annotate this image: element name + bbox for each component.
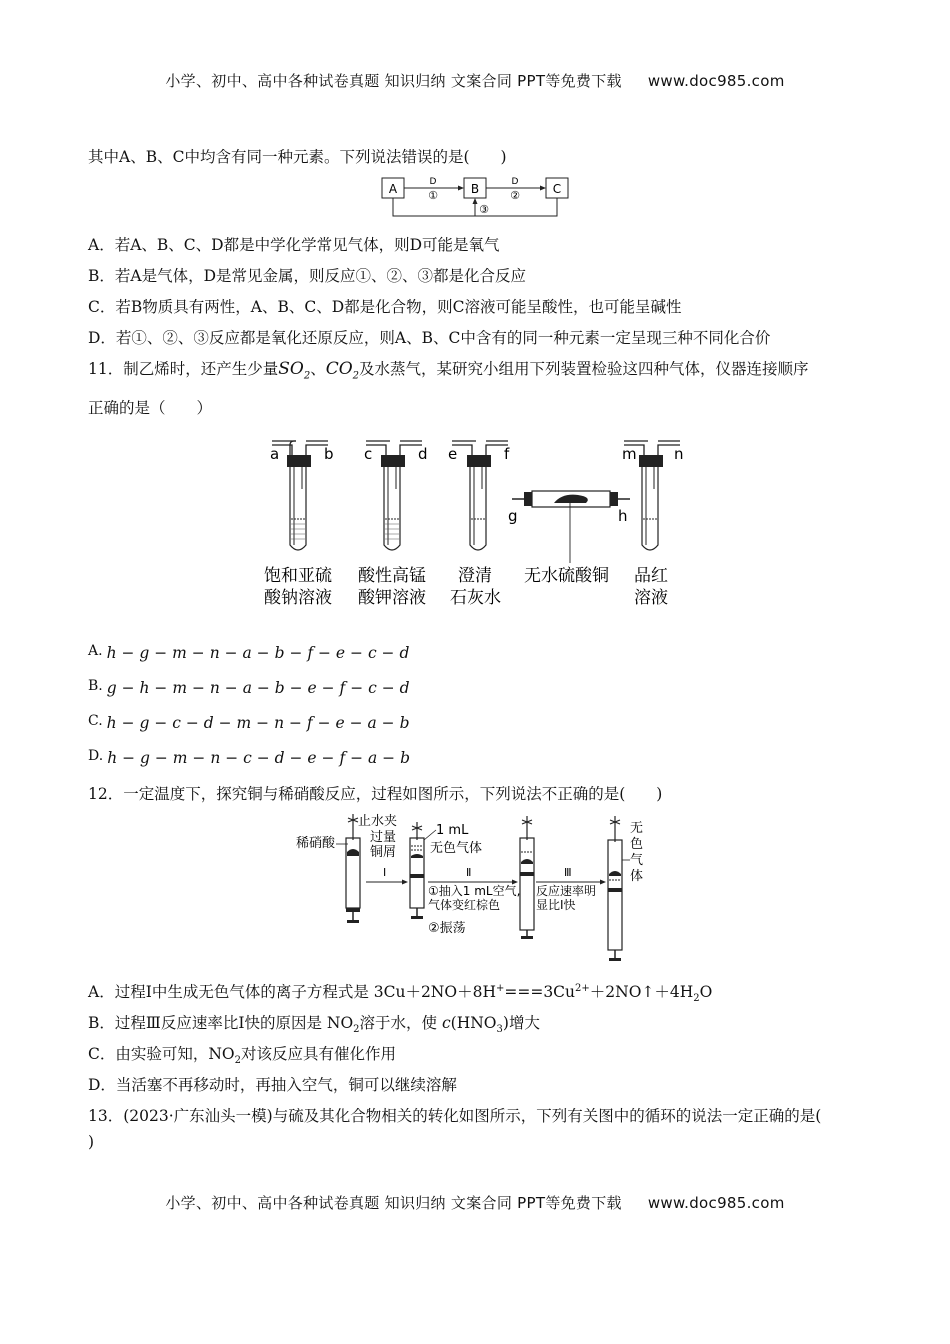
label-colorless-gas: 无色气体 [430, 841, 483, 856]
label-vgas-4: 体 [630, 869, 644, 884]
label-one-ml: 1 mL [436, 823, 469, 838]
q11-option-d: D. h − g − m − n − c − d − e − f − a − b [88, 748, 411, 767]
port-d: d [418, 445, 428, 463]
syringe-4 [608, 816, 622, 961]
label-note3a: 反应速率明 [536, 884, 597, 898]
q11-stem: 11．制乙烯时，还产生少量$SO_2$、$CO_2$及水蒸气，某研究小组用下列装置检验这四种气体，仪器连接顺序 [88, 359, 809, 382]
label-note2c: ②振荡 [428, 921, 466, 936]
node-c: C [552, 182, 562, 196]
formula-so2: $SO_2$ [278, 359, 311, 382]
label-vgas-3: 气 [630, 853, 644, 868]
syringe-2 [410, 822, 424, 919]
q12-option-b: B．过程Ⅲ反应速率比Ⅰ快的原因是 $NO_2$溶于水，使 $c(HNO_3)$增大 [88, 1014, 540, 1036]
label-step1: Ⅰ [383, 866, 387, 879]
q12-apparatus [296, 812, 676, 972]
label-3a: 澄清 [458, 566, 492, 586]
node-a: A [388, 182, 398, 196]
q12-option-d: D．当活塞不再移动时，再抽入空气，铜可以继续溶解 [88, 1076, 457, 1094]
header-url[interactable]: www.doc985.com [647, 72, 785, 90]
label-step2: Ⅱ [466, 866, 472, 879]
header-text: 小学、初中、高中各种试卷真题 知识归纳 文案合同 PPT等免费下载 [165, 72, 622, 90]
port-m: m [622, 445, 637, 463]
port-g: g [508, 507, 518, 525]
syringe-1 [346, 814, 360, 923]
label-5a: 品红 [634, 566, 668, 586]
label-dilute-acid: 稀硝酸 [296, 836, 336, 851]
q10-option-b: B．若A是气体，D是常见金属，则反应①、②、③都是化合反应 [88, 267, 527, 285]
label-1b: 酸钠溶液 [264, 588, 332, 608]
footer-text: 小学、初中、高中各种试卷真题 知识归纳 文案合同 PPT等免费下载 [165, 1194, 622, 1212]
port-f: f [504, 445, 510, 463]
arrow2-step: ② [510, 189, 520, 202]
label-step3: Ⅲ [564, 866, 572, 879]
q11-option-a: A. h − g − m − n − a − b − f − e − c − d [88, 643, 410, 662]
label-stop-clip: 止水夹 [358, 814, 398, 829]
q13-stem: 13．(2023·广东汕头一模)与硫及其化合物相关的转化如图所示，下列有关图中的循环的说法一定正确的是( [88, 1107, 822, 1125]
label-4a: 无水硫酸铜 [524, 566, 609, 586]
wash-bottle-limewater [452, 441, 508, 550]
label-note2a: ①抽入1 mL空气, [428, 884, 521, 898]
label-2a: 酸性高锰 [358, 566, 426, 586]
arrow1-step: ① [428, 189, 438, 202]
page-footer [0, 1192, 950, 1213]
q11-apparatus [262, 437, 692, 612]
port-h: h [618, 507, 628, 525]
q11-stem-line2: 正确的是（ ） [88, 399, 213, 417]
node-b: B [470, 182, 480, 196]
port-a: a [270, 445, 280, 463]
label-2b: 酸钾溶液 [358, 588, 426, 608]
port-c: c [364, 445, 373, 463]
drying-tube-cuso4 [512, 491, 630, 563]
label-note3b: 显比Ⅰ快 [536, 898, 576, 912]
label-5b: 溶液 [634, 588, 668, 608]
label-copper: 铜屑 [370, 845, 397, 860]
q11-option-c: C. h − g − c − d − m − n − f − e − a − b [88, 713, 410, 732]
arrow1-reagent: D [429, 177, 437, 187]
wash-bottle-kmno4 [366, 441, 422, 550]
syringe-3 [520, 816, 534, 939]
label-3b: 石灰水 [450, 588, 501, 608]
q12-stem: 12．一定温度下，探究铜与稀硝酸反应，过程如图所示，下列说法不正确的是( ) [88, 785, 663, 803]
wash-bottle-sodium-sulfite [272, 441, 328, 550]
arrow2-reagent: D [511, 177, 519, 187]
port-e: e [448, 445, 458, 463]
q12-option-a: A．过程Ⅰ中生成无色气体的离子方程式是 $3Cu+2NO+8H^+===3Cu^{2+}+2NO↑+4H_2O$ [88, 982, 713, 1005]
label-excess: 过量 [370, 830, 397, 845]
q12-option-c: C．由实验可知，$NO_2$对该反应具有催化作用 [88, 1045, 397, 1067]
label-vgas-1: 无 [630, 821, 644, 836]
q10-option-c: C．若B物质具有两性，A、B、C、D都是化合物，则C溶液可能呈酸性，也可能呈碱性 [88, 298, 682, 316]
q10-option-d: D．若①、②、③反应都是氧化还原反应，则A、B、C中含有的同一种元素一定呈现三种不同化合价 [88, 329, 771, 347]
q10-option-a: A．若A、B、C、D都是中学化学常见气体，则D可能是氧气 [88, 236, 500, 254]
q13-stem-line2: ) [88, 1133, 95, 1151]
q10-stem: 其中A、B、C中均含有同一种元素。下列说法错误的是( ) [88, 148, 507, 166]
q10-diagram [380, 175, 570, 219]
label-note2b: 气体变红棕色 [428, 898, 501, 912]
q11-option-b: B. g − h − m − n − a − b − e − f − c − d [88, 678, 410, 697]
footer-url[interactable]: www.doc985.com [647, 1194, 785, 1212]
port-b: b [324, 445, 334, 463]
formula-co2: $CO_2$ [325, 359, 360, 382]
port-n: n [674, 445, 684, 463]
arrow3-step: ③ [479, 203, 489, 216]
label-vgas-2: 色 [630, 837, 644, 852]
label-1a: 饱和亚硫 [264, 566, 332, 586]
page-header [0, 70, 950, 91]
